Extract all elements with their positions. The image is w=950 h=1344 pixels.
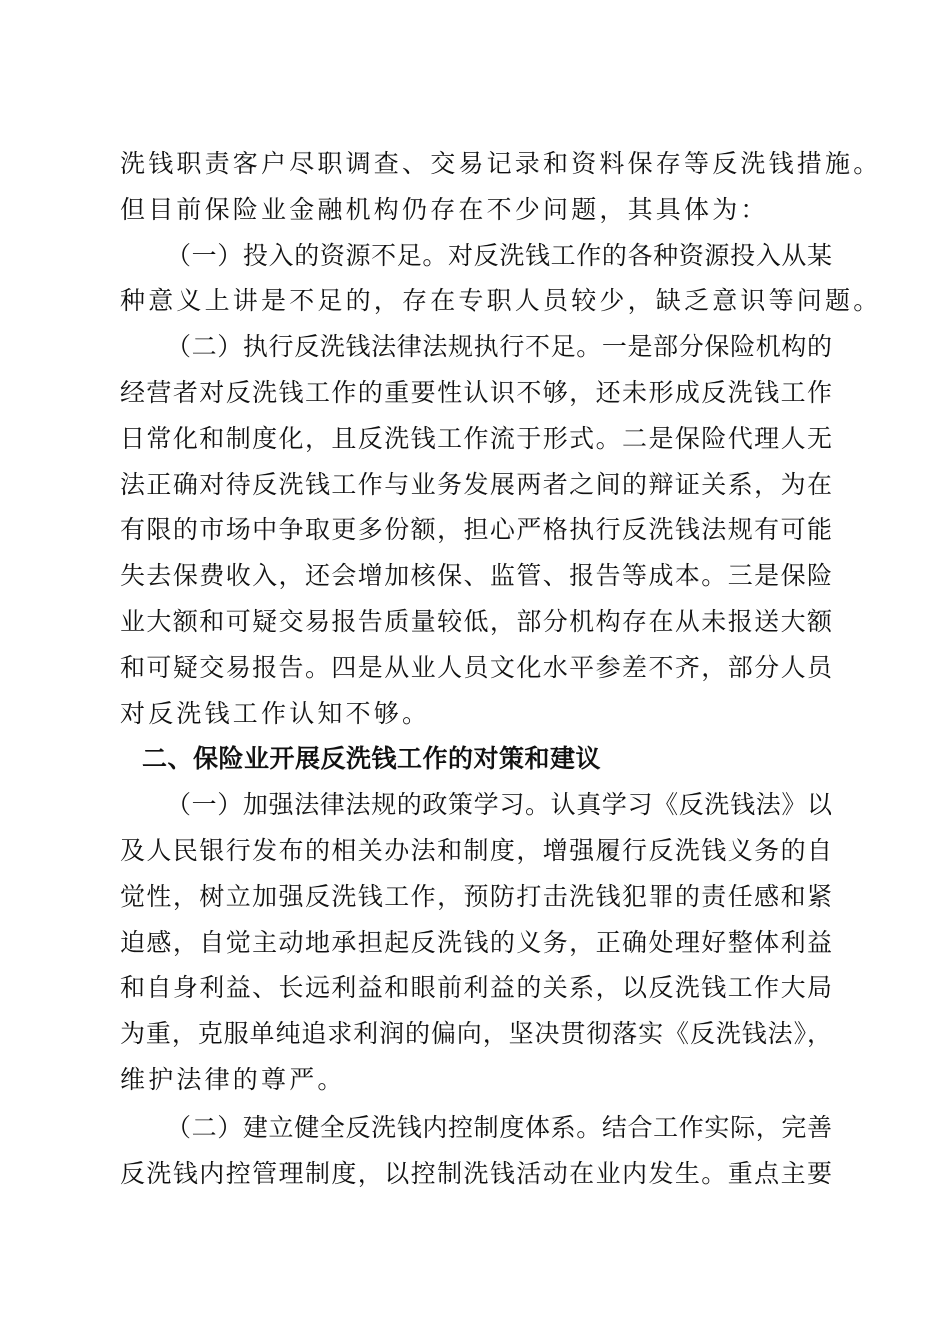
text-line: 法正确对待反洗钱工作与业务发展两者之间的辩证关系，为在 <box>120 469 832 499</box>
text-line: 业大额和可疑交易报告质量较低，部分机构存在从未报送大额 <box>120 606 832 636</box>
text-line: 种意义上讲是不足的，存在专职人员较少，缺乏意识等问题。 <box>120 286 882 316</box>
section-paragraph-start: （二）建立健全反洗钱内控制度体系。结合工作实际，完善 <box>166 1112 832 1142</box>
text-line: 但目前保险业金融机构仍存在不少问题，其具体为： <box>120 194 769 224</box>
text-line: 洗钱职责客户尽职调查、交易记录和资料保存等反洗钱措施。 <box>120 149 882 178</box>
text-line: 反洗钱内控管理制度，以控制洗钱活动在业内发生。重点主要 <box>120 1158 832 1188</box>
document-body <box>120 141 882 1196</box>
text-line: 日常化和制度化，且反洗钱工作流于形式。二是保险代理人无 <box>120 423 832 453</box>
section-paragraph-start: （二）执行反洗钱法律法规执行不足。一是部分保险机构的 <box>166 332 832 362</box>
text-line: 和可疑交易报告。四是从业人员文化水平参差不齐，部分人员 <box>120 652 832 682</box>
section-heading: 二、保险业开展反洗钱工作的对策和建议 <box>142 744 602 774</box>
text-line: 有限的市场中争取更多份额，担心严格执行反洗钱法规有可能 <box>120 515 832 545</box>
text-line: 觉性，树立加强反洗钱工作，预防打击洗钱犯罪的责任感和紧 <box>120 881 832 911</box>
text-line: 经营者对反洗钱工作的重要性认识不够，还未形成反洗钱工作 <box>120 377 832 407</box>
text-line: 维护法律的尊严。 <box>120 1064 346 1094</box>
section-paragraph-start: （一）投入的资源不足。对反洗钱工作的各种资源投入从某 <box>166 240 832 270</box>
text-line: 为重，克服单纯追求利润的偏向，坚决贯彻落实《反洗钱法》， <box>120 1019 832 1049</box>
section-paragraph-start: （一）加强法律法规的政策学习。认真学习《反洗钱法》以 <box>166 790 832 820</box>
text-line: 迫感，自觉主动地承担起反洗钱的义务，正确处理好整体利益 <box>120 927 832 957</box>
text-line: 对反洗钱工作认知不够。 <box>120 698 431 728</box>
text-line: 及人民银行发布的相关办法和制度，增强履行反洗钱义务的自 <box>120 835 832 865</box>
text-line: 和自身利益、长远利益和眼前利益的关系，以反洗钱工作大局 <box>120 973 832 1003</box>
text-line: 失去保费收入，还会增加核保、监管、报告等成本。三是保险 <box>120 561 832 591</box>
